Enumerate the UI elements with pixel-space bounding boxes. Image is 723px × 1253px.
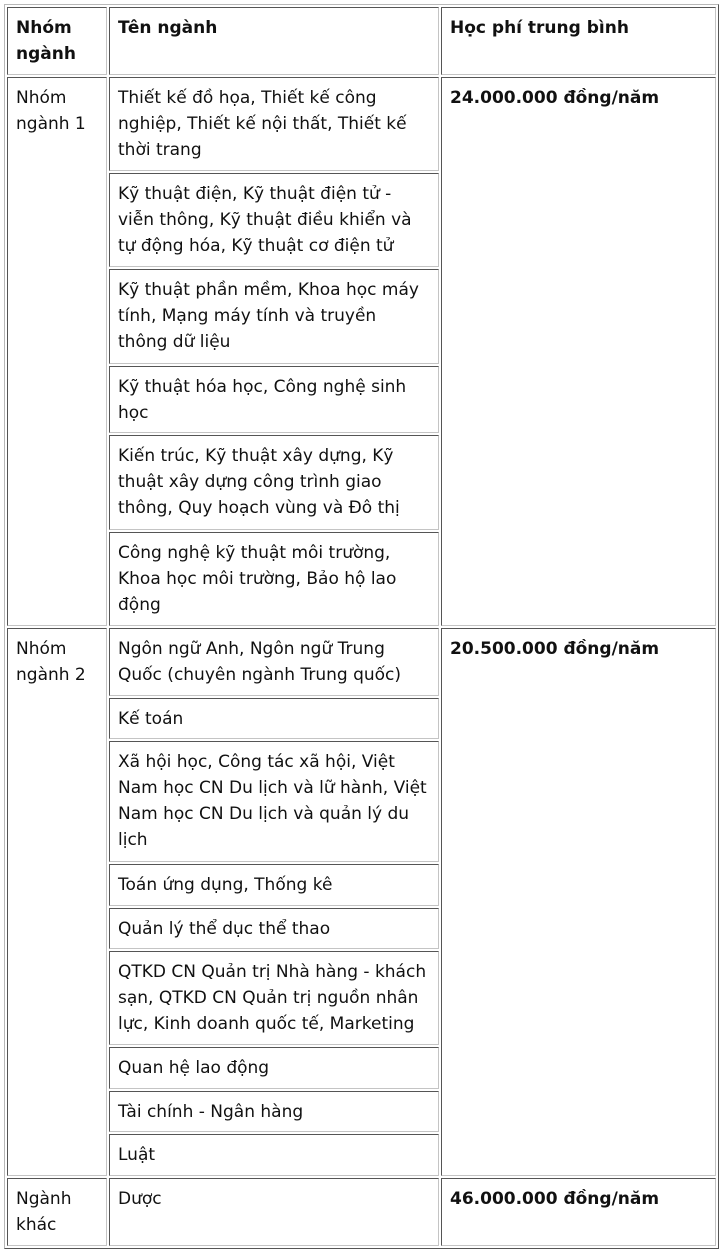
table-row [7, 1178, 716, 1246]
major-cell: Thiết kế đồ họa, Thiết kế công nghiệp, Thiết kế nội thất, Thiết kế thời trang [109, 77, 439, 171]
tuition-table [4, 4, 719, 1249]
table-row [7, 628, 716, 696]
major-cell: Quan hệ lao động [109, 1047, 439, 1089]
major-cell: Xã hội học, Công tác xã hội, Việt Nam học CN Du lịch và lữ hành, Việt Nam học CN Du lịch và quản lý du lịch [109, 741, 439, 862]
major-cell: Kỹ thuật phần mềm, Khoa học máy tính, Mạng máy tính và truyền thông dữ liệu [109, 269, 439, 363]
group-name-cell: Nhóm ngành 1 [7, 77, 107, 626]
header-row [7, 7, 716, 75]
major-cell: Kỹ thuật hóa học, Công nghệ sinh học [109, 366, 439, 434]
group-name-cell: Ngành khác [7, 1178, 107, 1246]
major-cell: QTKD CN Quản trị Nhà hàng - khách sạn, QTKD CN Quản trị nguồn nhân lực, Kinh doanh quốc tế, Marketing [109, 951, 439, 1045]
header-major: Tên ngành [109, 7, 439, 75]
major-cell: Kỹ thuật điện, Kỹ thuật điện tử - viễn thông, Kỹ thuật điều khiển và tự động hóa, Kỹ thuật cơ điện tử [109, 173, 439, 267]
group-name-cell: Nhóm ngành 2 [7, 628, 107, 1176]
tuition-table-body [7, 7, 716, 1246]
major-cell: Ngôn ngữ Anh, Ngôn ngữ Trung Quốc (chuyên ngành Trung quốc) [109, 628, 439, 696]
major-cell: Kiến trúc, Kỹ thuật xây dựng, Kỹ thuật xây dựng công trình giao thông, Quy hoạch vùng và Đô thị [109, 435, 439, 529]
major-cell: Luật [109, 1134, 439, 1176]
major-cell: Toán ứng dụng, Thống kê [109, 864, 439, 906]
major-cell: Dược [109, 1178, 439, 1246]
major-cell: Công nghệ kỹ thuật môi trường, Khoa học môi trường, Bảo hộ lao động [109, 532, 439, 626]
fee-cell: 24.000.000 đồng/năm [441, 77, 716, 626]
table-row [7, 77, 716, 171]
header-fee: Học phí trung bình [441, 7, 716, 75]
fee-cell: 46.000.000 đồng/năm [441, 1178, 716, 1246]
major-cell: Quản lý thể dục thể thao [109, 908, 439, 950]
fee-cell: 20.500.000 đồng/năm [441, 628, 716, 1176]
major-cell: Tài chính - Ngân hàng [109, 1091, 439, 1133]
major-cell: Kế toán [109, 698, 439, 740]
header-group: Nhóm ngành [7, 7, 107, 75]
